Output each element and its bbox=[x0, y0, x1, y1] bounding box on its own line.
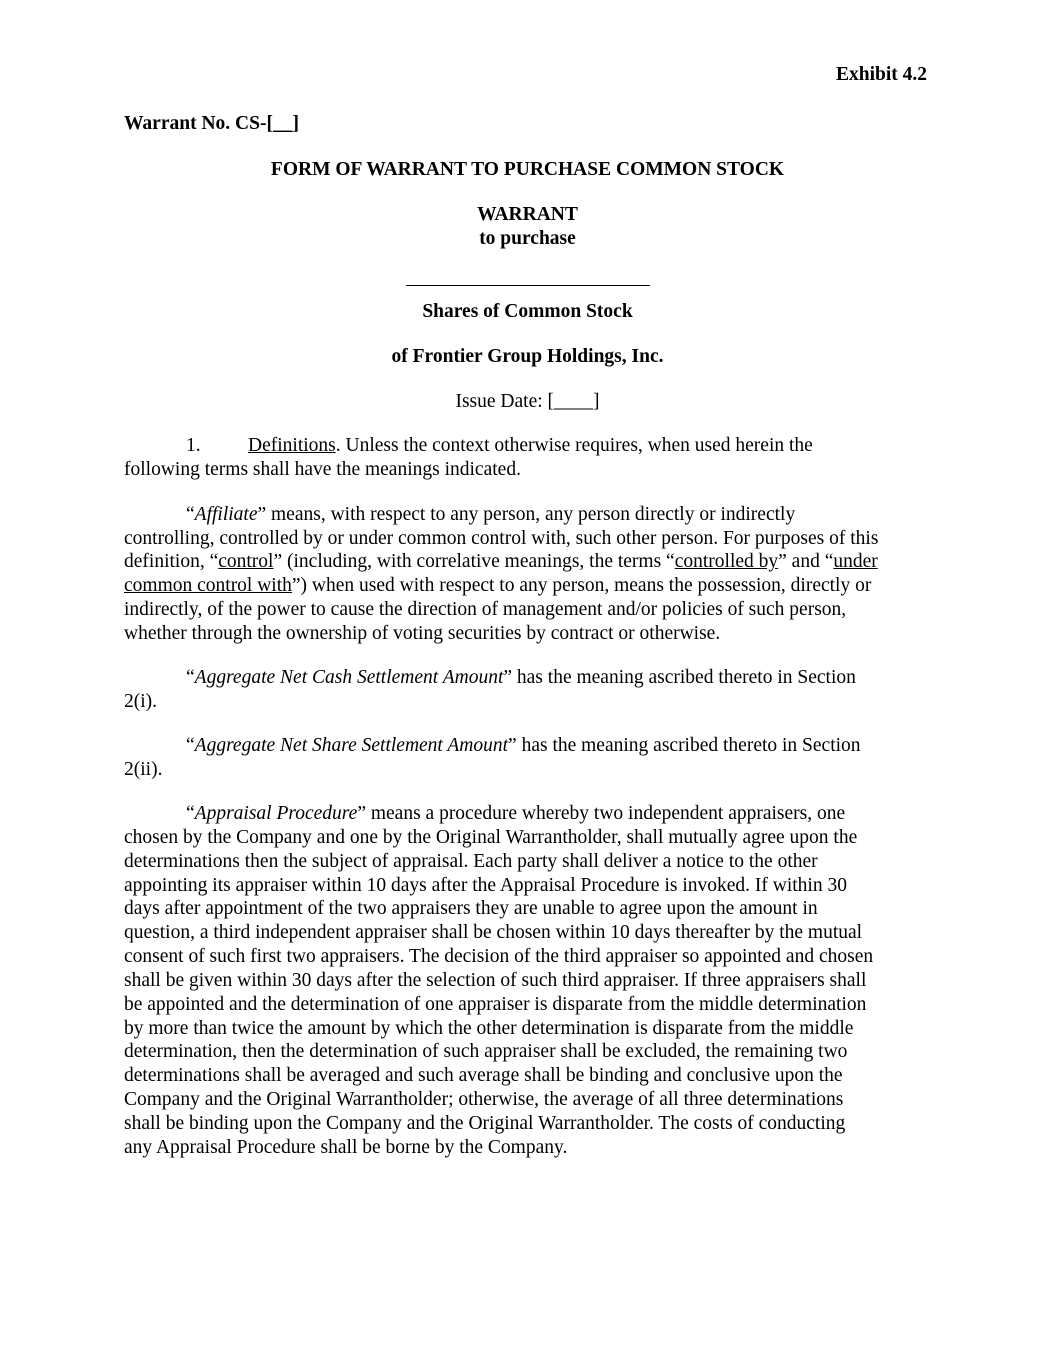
term-controlled-by: controlled by bbox=[674, 551, 779, 572]
to-purchase-heading: to purchase bbox=[479, 228, 576, 249]
open-quote: “ bbox=[186, 803, 195, 824]
appraisal-definition-line: shall be binding upon the Company and the Original Warrantholder. The costs of conducting bbox=[124, 1113, 846, 1134]
appraisal-definition-line: days after appointment of the two appraisers they are unable to agree upon the amount in bbox=[124, 898, 818, 919]
appraisal-definition-line: determinations then the subject of appraisal. Each party shall deliver a notice to the other bbox=[124, 851, 818, 872]
form-title: FORM OF WARRANT TO PURCHASE COMMON STOCK bbox=[270, 159, 785, 180]
aggregate-cash-definition-line-1 bbox=[186, 666, 856, 690]
appraisal-definition-line: any Appraisal Procedure shall be borne by the Company. bbox=[124, 1137, 568, 1158]
term-under-common-control-part-1: under bbox=[833, 551, 878, 572]
term-control: control bbox=[218, 551, 274, 572]
affiliate-definition-line-3 bbox=[124, 550, 878, 574]
appraisal-definition-line: be appointed and the determination of one appraiser is disparate from the middle determination bbox=[124, 994, 867, 1015]
defined-term-aggregate-net-share: Aggregate Net Share Settlement Amount bbox=[194, 735, 509, 756]
definition-text: ”) when used with respect to any person, means the possession, directly or bbox=[291, 575, 872, 596]
appraisal-definition-line-1 bbox=[186, 802, 845, 826]
section-heading: Definitions bbox=[248, 435, 336, 456]
appraisal-definition-line: by more than twice the amount by which the other determination is disparate from the middle bbox=[124, 1018, 854, 1039]
exhibit-label: Exhibit 4.2 bbox=[836, 64, 928, 85]
section-intro-text: . Unless the context otherwise requires, when used herein the bbox=[335, 435, 813, 456]
section-intro-line-2: following terms shall have the meanings indicated. bbox=[124, 459, 521, 480]
definition-text: ” and “ bbox=[778, 551, 834, 572]
affiliate-definition-line-2: controlling, controlled by or under common control with, such other person. For purposes of this bbox=[124, 528, 879, 549]
definition-text: ” means a procedure whereby two independent appraisers, one bbox=[357, 803, 846, 824]
company-name: of Frontier Group Holdings, Inc. bbox=[391, 346, 664, 367]
affiliate-definition-line-6: whether through the ownership of voting securities by contract or otherwise. bbox=[124, 623, 721, 644]
appraisal-definition-line: shall be given within 30 days after the selection of such third appraiser. If three appraisers shall bbox=[124, 970, 867, 991]
affiliate-definition-line-5: indirectly, of the power to cause the direction of management and/or policies of such person, bbox=[124, 599, 847, 620]
defined-term-aggregate-net-cash: Aggregate Net Cash Settlement Amount bbox=[194, 667, 504, 688]
defined-term-appraisal-procedure: Appraisal Procedure bbox=[194, 803, 358, 824]
appraisal-definition-line: determinations shall be averaged and such average shall be binding and conclusive upon the bbox=[124, 1065, 843, 1086]
appraisal-definition-line: consent of such first two appraisers. The decision of the third appraiser so appointed and chosen bbox=[124, 946, 874, 967]
appraisal-definition-line: appointing its appraiser within 10 days after the Appraisal Procedure is invoked. If within 30 bbox=[124, 875, 847, 896]
section-intro-line bbox=[248, 434, 813, 458]
warrant-heading: WARRANT bbox=[477, 204, 578, 225]
section-number: 1. bbox=[186, 435, 201, 456]
open-quote: “ bbox=[186, 735, 195, 756]
appraisal-definition-line: determination, then the determination of such appraiser shall be excluded, the remaining two bbox=[124, 1041, 848, 1062]
affiliate-definition-line-1 bbox=[186, 503, 795, 527]
appraisal-definition-line: chosen by the Company and one by the Original Warrantholder, shall mutually agree upon the bbox=[124, 827, 858, 848]
warrant-number: Warrant No. CS-[__] bbox=[124, 113, 299, 134]
appraisal-definition-line: question, a third independent appraiser shall be chosen within 10 days thereafter by the mutual bbox=[124, 922, 863, 943]
defined-term-affiliate: Affiliate bbox=[194, 504, 258, 525]
shares-label: Shares of Common Stock bbox=[422, 301, 633, 322]
open-quote: “ bbox=[186, 504, 195, 525]
definition-text: ” has the meaning ascribed thereto in Section bbox=[503, 667, 856, 688]
term-under-common-control-part-2: common control with bbox=[124, 575, 292, 596]
aggregate-share-definition-line-2: 2(ii). bbox=[124, 759, 163, 780]
definition-text: definition, “ bbox=[124, 551, 219, 572]
open-quote: “ bbox=[186, 667, 195, 688]
appraisal-definition-line: Company and the Original Warrantholder; otherwise, the average of all three determinations bbox=[124, 1089, 844, 1110]
aggregate-share-definition-line-1 bbox=[186, 734, 861, 758]
definition-text: ” has the meaning ascribed thereto in Section bbox=[508, 735, 861, 756]
issue-date: Issue Date: [____] bbox=[455, 391, 600, 412]
definition-text: ” (including, with correlative meanings, the terms “ bbox=[273, 551, 675, 572]
affiliate-definition-line-4 bbox=[124, 574, 871, 598]
definition-text: ” means, with respect to any person, any person directly or indirectly bbox=[257, 504, 796, 525]
aggregate-cash-definition-line-2: 2(i). bbox=[124, 691, 158, 712]
